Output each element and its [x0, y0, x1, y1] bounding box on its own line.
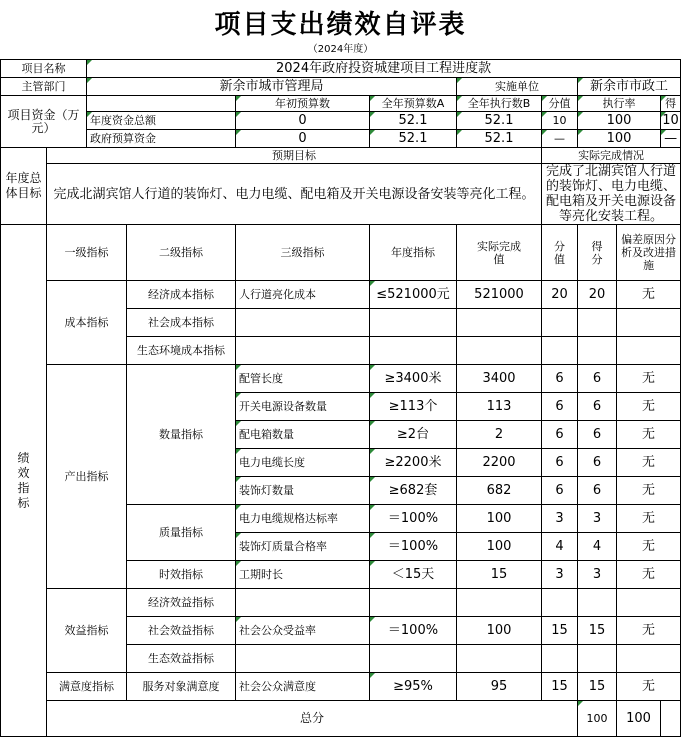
indicator-note: 无 — [617, 393, 681, 421]
indicator-got: 3 — [578, 561, 617, 589]
page-title: 项目支出绩效自评表 — [214, 10, 467, 40]
indicator-actual: 15 — [457, 561, 542, 589]
indicator-note: 无 — [617, 477, 681, 505]
indicator-target: ≥95% — [370, 673, 457, 701]
indicator-score: 6 — [542, 393, 578, 421]
funds-header-got: 得 — [661, 96, 681, 112]
sub-timeliness: 时效指标 — [127, 561, 236, 589]
indicator-score: 6 — [542, 365, 578, 393]
indicator-got: 6 — [578, 449, 617, 477]
ind-header-level2: 二级指标 — [127, 225, 236, 281]
indicator-note: 无 — [617, 617, 681, 645]
indicator-name: 装饰灯数量 — [236, 477, 370, 505]
evaluation-table — [0, 59, 681, 737]
total-note — [661, 701, 681, 737]
total-label: 总分 — [47, 701, 578, 737]
indicator-name: 配管长度 — [236, 365, 370, 393]
funds-row-gov-label: 政府预算资金 — [87, 130, 236, 148]
funds-label: 项目资金（万元） — [1, 96, 87, 148]
indicator-target: ≥2200米 — [370, 449, 457, 477]
funds-cell: — — [542, 130, 578, 148]
indicator-score: 20 — [542, 281, 578, 309]
indicator-actual: 521000 — [457, 281, 542, 309]
ind-header-target: 年度指标 — [370, 225, 457, 281]
indicator-actual: 100 — [457, 505, 542, 533]
indicator-note: 无 — [617, 365, 681, 393]
funds-cell: 100 — [578, 130, 661, 148]
funds-row-total-label: 年度资金总额 — [87, 112, 236, 130]
indicator-name: 开关电源设备数量 — [236, 393, 370, 421]
total-score: 100 — [578, 701, 617, 737]
indicator-score: 6 — [542, 477, 578, 505]
indicator-actual: 113 — [457, 393, 542, 421]
funds-cell: 0 — [236, 130, 370, 148]
indicator-got: 4 — [578, 533, 617, 561]
funds-empty-header — [87, 96, 236, 112]
indicator-name: 电力电缆长度 — [236, 449, 370, 477]
sub-quality: 质量指标 — [127, 505, 236, 561]
funds-cell: 52.1 — [370, 130, 457, 148]
indicator-score: 15 — [542, 673, 578, 701]
indicator-got: 3 — [578, 505, 617, 533]
indicator-actual: 2 — [457, 421, 542, 449]
indicator-name: 社会公众受益率 — [236, 617, 370, 645]
total-got: 100 — [617, 701, 661, 737]
funds-header-exec: 全年执行数B — [457, 96, 542, 112]
indicator-score: 6 — [542, 421, 578, 449]
sub-eco-cost: 生态环境成本指标 — [127, 337, 236, 365]
indicator-name: 社会公众满意度 — [236, 673, 370, 701]
indicator-name: 人行道亮化成本 — [236, 281, 370, 309]
indicator-got: 6 — [578, 477, 617, 505]
sub-social-cost: 社会成本指标 — [127, 309, 236, 337]
indicator-score: 4 — [542, 533, 578, 561]
sub-service-satisfaction: 服务对象满意度 — [127, 673, 236, 701]
indicator-target: ≥113个 — [370, 393, 457, 421]
indicator-actual: 95 — [457, 673, 542, 701]
indicator-actual: 100 — [457, 533, 542, 561]
indicator-score: 3 — [542, 505, 578, 533]
indicator-note: 无 — [617, 561, 681, 589]
indicator-got: 15 — [578, 617, 617, 645]
indicator-name: 配电箱数量 — [236, 421, 370, 449]
indicator-actual: 2200 — [457, 449, 542, 477]
sub-social-benefit: 社会效益指标 — [127, 617, 236, 645]
funds-header-initial: 年初预算数 — [236, 96, 370, 112]
indicator-target: ≥2台 — [370, 421, 457, 449]
goals-expected-label: 预期目标 — [47, 148, 542, 164]
dept-value: 新余市城市管理局 — [87, 78, 457, 96]
dept-label: 主管部门 — [1, 78, 87, 96]
indicator-got: 6 — [578, 421, 617, 449]
indicator-name: 工期时长 — [236, 561, 370, 589]
indicator-name: 装饰灯质量合格率 — [236, 533, 370, 561]
indicator-target: ＜15天 — [370, 561, 457, 589]
ind-header-got: 得分 — [578, 225, 617, 281]
indicator-target: ＝100% — [370, 617, 457, 645]
group-benefit: 效益指标 — [47, 589, 127, 673]
goals-actual-label: 实际完成情况 — [542, 148, 681, 164]
funds-header-rate: 执行率 — [578, 96, 661, 112]
indicator-got: 6 — [578, 365, 617, 393]
indicator-note: 无 — [617, 421, 681, 449]
funds-cell: 100 — [578, 112, 661, 130]
year-label: （2024年度） — [307, 44, 374, 55]
sub-eco-benefit: 生态效益指标 — [127, 645, 236, 673]
indicator-score: 6 — [542, 449, 578, 477]
group-satisfaction: 满意度指标 — [47, 673, 127, 701]
indicator-note: 无 — [617, 673, 681, 701]
impl-value: 新余市市政工 — [578, 78, 681, 96]
funds-cell: 52.1 — [457, 130, 542, 148]
indicator-note: 无 — [617, 533, 681, 561]
impl-label: 实施单位 — [457, 78, 578, 96]
goals-actual-text: 完成了北湖宾馆人行道的装饰灯、电力电缆、配电箱及开关电源设备等亮化安装工程。 — [542, 164, 681, 225]
goals-label: 年度总体目标 — [1, 148, 47, 225]
indicator-got: 6 — [578, 393, 617, 421]
group-cost: 成本指标 — [47, 281, 127, 365]
indicator-got: 15 — [578, 673, 617, 701]
funds-cell: 0 — [236, 112, 370, 130]
indicator-note: 无 — [617, 505, 681, 533]
indicator-target: ＝100% — [370, 533, 457, 561]
sub-econ-benefit: 经济效益指标 — [127, 589, 236, 617]
funds-cell: — — [661, 130, 681, 148]
ind-header-level1: 一级指标 — [47, 225, 127, 281]
indicator-note: 无 — [617, 281, 681, 309]
indicator-score: 15 — [542, 617, 578, 645]
indicator-target: ≤521000元 — [370, 281, 457, 309]
indicator-target: ≥3400米 — [370, 365, 457, 393]
project-name-value: 2024年政府投资城建项目工程进度款 — [87, 60, 681, 78]
ind-header-note: 偏差原因分析及改进措施 — [617, 225, 681, 281]
indicator-name: 电力电缆规格达标率 — [236, 505, 370, 533]
funds-header-annual: 全年预算数A — [370, 96, 457, 112]
ind-header-score: 分值 — [542, 225, 578, 281]
indicator-score: 3 — [542, 561, 578, 589]
indicator-actual: 682 — [457, 477, 542, 505]
group-output: 产出指标 — [47, 365, 127, 589]
ind-header-level3: 三级指标 — [236, 225, 370, 281]
funds-cell: 10 — [542, 112, 578, 130]
ind-header-actual: 实际完成值 — [457, 225, 542, 281]
sub-quantity: 数量指标 — [127, 365, 236, 505]
indicator-note: 无 — [617, 449, 681, 477]
indicator-target: ≥682套 — [370, 477, 457, 505]
funds-cell: 52.1 — [370, 112, 457, 130]
funds-header-score: 分值 — [542, 96, 578, 112]
indicators-label: 绩效指标 — [1, 225, 47, 737]
indicator-target: ＝100% — [370, 505, 457, 533]
funds-cell: 52.1 — [457, 112, 542, 130]
goals-expected-text: 完成北湖宾馆人行道的装饰灯、电力电缆、配电箱及开关电源设备安装等亮化工程。 — [47, 164, 542, 225]
project-name-label: 项目名称 — [1, 60, 87, 78]
indicator-actual: 3400 — [457, 365, 542, 393]
indicator-got: 20 — [578, 281, 617, 309]
sub-econ-cost: 经济成本指标 — [127, 281, 236, 309]
funds-cell: 10 — [662, 113, 679, 128]
indicator-actual: 100 — [457, 617, 542, 645]
